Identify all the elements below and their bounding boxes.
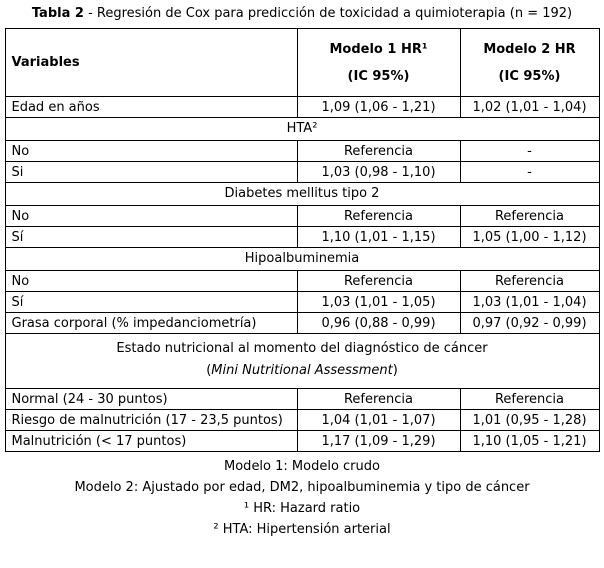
footnote-hr: ¹ HR: Hazard ratio [243,501,361,516]
section-line2 [10,360,595,382]
variable-cell: Sí [5,227,297,248]
model2-value-cell: 1,01 (0,95 - 1,28) [460,410,599,431]
footnote-hta: ² HTA: Hipertensión arterial [213,522,391,537]
model1-value-cell: 1,09 (1,06 - 1,21) [297,97,460,118]
table-row-dm-no [5,206,599,227]
model2-value-cell: 1,02 (1,01 - 1,04) [460,97,599,118]
table-row-hta-no [5,141,599,162]
model1-value-cell: Referencia [297,271,460,292]
table-title-number: Tabla 2 [31,6,84,21]
model2-value-cell: 1,10 (1,05 - 1,21) [460,431,599,452]
model2-value-cell: 1,05 (1,00 - 1,12) [460,227,599,248]
model2-value-cell: Referencia [460,271,599,292]
model2-value-cell: - [460,162,599,183]
table-row-malnutricion [5,431,599,452]
footnote-model2: Modelo 2: Ajustado por edad, DM2, hipoalbuminemia y tipo de cáncer [74,480,530,495]
mna-italic-text: Mini Nutritional Assessment [211,363,393,378]
model1-value-cell: 1,17 (1,09 - 1,29) [297,431,460,452]
section-label: HTA² [5,118,599,141]
section-row-diabetes [5,183,599,206]
paren-open: ( [206,363,212,378]
table-row-hipo-si [5,292,599,313]
model1-value-cell: Referencia [297,141,460,162]
header-model2-line2: (IC 95%) [498,68,561,84]
model2-value-cell: 1,03 (1,01 - 1,04) [460,292,599,313]
model2-value-cell: Referencia [460,389,599,410]
table-title [0,6,604,21]
model1-value-cell: 1,10 (1,01 - 1,15) [297,227,460,248]
variable-cell: Normal (24 - 30 puntos) [5,389,297,410]
variable-cell: No [5,206,297,227]
table-row-dm-si [5,227,599,248]
footnote-model1: Modelo 1: Modelo crudo [224,459,380,474]
header-model1-line2: (IC 95%) [347,68,410,84]
table-row-hta-si [5,162,599,183]
cox-regression-table [5,28,600,452]
variable-cell: Malnutrición (< 17 puntos) [5,431,297,452]
header-model1 [297,29,460,97]
model1-value-cell: 1,03 (0,98 - 1,10) [297,162,460,183]
section-row-estado-nutricional [5,334,599,389]
footnotes [0,459,604,537]
model1-value-cell: 0,96 (0,88 - 0,99) [297,313,460,334]
table-row-riesgo-malnutricion [5,410,599,431]
model2-value-cell: - [460,141,599,162]
variable-cell: Edad en años [5,97,297,118]
section-label-two-line [5,334,599,389]
section-row-hipoalbuminemia [5,248,599,271]
section-row-hta [5,118,599,141]
model1-value-cell: Referencia [297,206,460,227]
header-model2 [460,29,599,97]
model1-value-cell: 1,03 (1,01 - 1,05) [297,292,460,313]
model2-value-cell: 0,97 (0,92 - 0,99) [460,313,599,334]
variable-cell: Grasa corporal (% impedanciometría) [5,313,297,334]
variable-cell: Si [5,162,297,183]
variable-cell: No [5,271,297,292]
section-line1: Estado nutricional al momento del diagnóstico de cáncer [116,341,488,356]
table-row-hipo-no [5,271,599,292]
model2-value-cell: Referencia [460,206,599,227]
variable-cell: Riesgo de malnutrición (17 - 23,5 puntos) [5,410,297,431]
header-model2-line1: Modelo 2 HR [483,41,576,57]
header-variables: Variables [5,29,297,97]
section-label: Diabetes mellitus tipo 2 [5,183,599,206]
header-row [5,29,599,97]
section-label: Hipoalbuminemia [5,248,599,271]
paren-close: ) [392,363,398,378]
variable-cell: Sí [5,292,297,313]
header-model1-line1: Modelo 1 HR¹ [329,41,428,57]
table-row-normal [5,389,599,410]
variable-cell: No [5,141,297,162]
model1-value-cell: Referencia [297,389,460,410]
table-row-edad [5,97,599,118]
model1-value-cell: 1,04 (1,01 - 1,07) [297,410,460,431]
table-title-text: - Regresión de Cox para predicción de toxicidad a quimioterapia (n = 192) [83,6,573,21]
table-row-grasa-corporal [5,313,599,334]
